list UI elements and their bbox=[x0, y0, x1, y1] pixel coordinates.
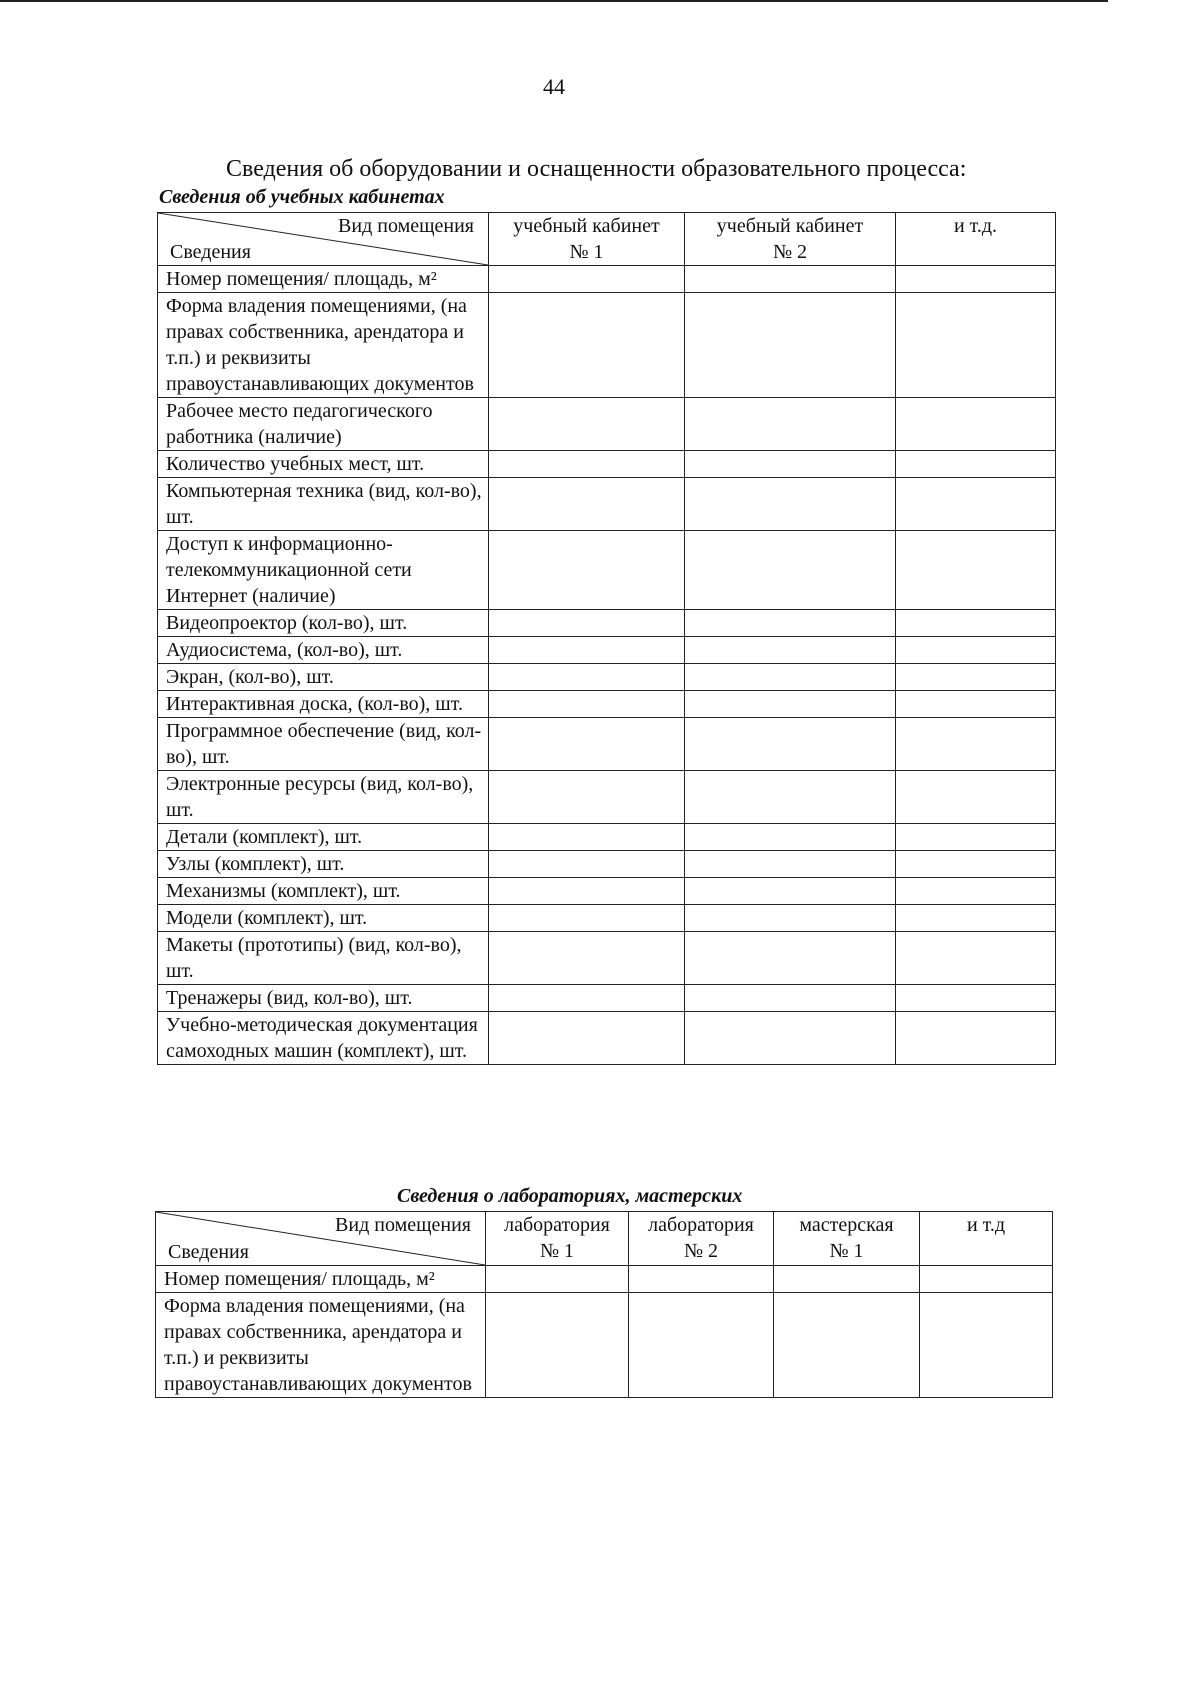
table-row bbox=[158, 932, 1056, 985]
value-cell[interactable] bbox=[685, 266, 896, 293]
corner-header-info: Сведения bbox=[168, 1241, 249, 1263]
row-label: Детали (комплект), шт. bbox=[158, 824, 489, 851]
value-cell[interactable] bbox=[489, 771, 685, 824]
value-cell[interactable] bbox=[489, 451, 685, 478]
row-label: Доступ к информационно-телекоммуникационной сети Интернет (наличие) bbox=[158, 531, 489, 610]
value-cell[interactable] bbox=[685, 691, 896, 718]
corner-header-info: Сведения bbox=[170, 241, 251, 263]
column-header-title: мастерская bbox=[799, 1214, 894, 1236]
column-header bbox=[685, 213, 896, 266]
value-cell[interactable] bbox=[896, 664, 1056, 691]
table-header-row bbox=[158, 213, 1056, 266]
column-header-number: № 1 bbox=[539, 1240, 575, 1262]
value-cell[interactable] bbox=[685, 478, 896, 531]
value-cell[interactable] bbox=[685, 824, 896, 851]
value-cell[interactable] bbox=[685, 610, 896, 637]
row-label: Экран, (кол-во), шт. bbox=[158, 664, 489, 691]
value-cell[interactable] bbox=[489, 718, 685, 771]
table-row bbox=[158, 905, 1056, 932]
row-label: Учебно-методическая документация самоходных машин (комплект), шт. bbox=[158, 1012, 489, 1065]
row-label: Видеопроектор (кол-во), шт. bbox=[158, 610, 489, 637]
row-label: Интерактивная доска, (кол-во), шт. bbox=[158, 691, 489, 718]
value-cell[interactable] bbox=[685, 398, 896, 451]
row-label: Аудиосистема, (кол-во), шт. bbox=[158, 637, 489, 664]
value-cell[interactable] bbox=[489, 531, 685, 610]
value-cell[interactable] bbox=[896, 851, 1056, 878]
table-row bbox=[158, 878, 1056, 905]
table-row bbox=[156, 1293, 1053, 1398]
value-cell[interactable] bbox=[896, 1012, 1056, 1065]
value-cell[interactable] bbox=[685, 531, 896, 610]
scan-top-border bbox=[0, 0, 1108, 2]
value-cell[interactable] bbox=[685, 664, 896, 691]
column-header-title: лаборатория bbox=[504, 1214, 610, 1236]
value-cell[interactable] bbox=[489, 478, 685, 531]
column-header-number: № 2 bbox=[683, 1240, 719, 1262]
value-cell[interactable] bbox=[774, 1293, 920, 1398]
value-cell[interactable] bbox=[896, 985, 1056, 1012]
corner-header-room-type: Вид помещения bbox=[335, 1214, 471, 1236]
table-row bbox=[158, 718, 1056, 771]
table-row bbox=[158, 637, 1056, 664]
value-cell[interactable] bbox=[896, 878, 1056, 905]
value-cell[interactable] bbox=[774, 1266, 920, 1293]
value-cell[interactable] bbox=[489, 398, 685, 451]
value-cell[interactable] bbox=[685, 1012, 896, 1065]
table-row bbox=[158, 531, 1056, 610]
column-header bbox=[486, 1212, 629, 1266]
table-row bbox=[158, 771, 1056, 824]
value-cell[interactable] bbox=[685, 771, 896, 824]
value-cell[interactable] bbox=[685, 851, 896, 878]
table-row bbox=[158, 266, 1056, 293]
value-cell[interactable] bbox=[489, 664, 685, 691]
value-cell[interactable] bbox=[920, 1266, 1053, 1293]
value-cell[interactable] bbox=[685, 451, 896, 478]
value-cell[interactable] bbox=[489, 878, 685, 905]
column-header bbox=[629, 1212, 774, 1266]
table-row bbox=[158, 451, 1056, 478]
column-header bbox=[774, 1212, 920, 1266]
column-header-title: учебный кабинет bbox=[716, 215, 864, 237]
row-label: Электронные ресурсы (вид, кол-во), шт. bbox=[158, 771, 489, 824]
column-header-title: учебный кабинет bbox=[513, 215, 660, 237]
value-cell[interactable] bbox=[685, 985, 896, 1012]
row-label: Программное обеспечение (вид, кол-во), шт. bbox=[158, 718, 489, 771]
value-cell[interactable] bbox=[489, 293, 685, 398]
value-cell[interactable] bbox=[896, 691, 1056, 718]
value-cell[interactable] bbox=[489, 691, 685, 718]
row-label: Узлы (комплект), шт. bbox=[158, 851, 489, 878]
table-row bbox=[158, 664, 1056, 691]
value-cell[interactable] bbox=[489, 610, 685, 637]
table-row bbox=[158, 851, 1056, 878]
value-cell[interactable] bbox=[896, 824, 1056, 851]
value-cell[interactable] bbox=[489, 851, 685, 878]
value-cell[interactable] bbox=[629, 1266, 774, 1293]
table-row bbox=[158, 398, 1056, 451]
column-header bbox=[896, 213, 1056, 266]
row-label: Рабочее место педагогического работника (наличие) bbox=[158, 398, 489, 451]
section-caption-labs: Сведения о лабораториях, мастерских bbox=[397, 1185, 743, 1207]
table-header-row bbox=[156, 1212, 1053, 1266]
section-caption-classrooms: Сведения об учебных кабинетах bbox=[159, 186, 445, 208]
value-cell[interactable] bbox=[685, 878, 896, 905]
row-label: Компьютерная техника (вид, кол-во), шт. bbox=[158, 478, 489, 531]
column-header-title: лаборатория bbox=[648, 1214, 754, 1236]
column-header-title: и т.д bbox=[966, 1214, 1006, 1236]
row-label: Модели (комплект), шт. bbox=[158, 905, 489, 932]
value-cell[interactable] bbox=[896, 637, 1056, 664]
value-cell[interactable] bbox=[685, 905, 896, 932]
table-row bbox=[158, 985, 1056, 1012]
value-cell[interactable] bbox=[896, 771, 1056, 824]
row-label: Макеты (прототипы) (вид, кол-во), шт. bbox=[158, 932, 489, 985]
row-label: Номер помещения/ площадь, м² bbox=[156, 1266, 486, 1293]
table-row bbox=[158, 1012, 1056, 1065]
row-label: Форма владения помещениями, (на правах собственника, арендатора и т.п.) и реквизиты правоустанавливающих документов bbox=[158, 293, 489, 398]
value-cell[interactable] bbox=[896, 478, 1056, 531]
table-row bbox=[158, 691, 1056, 718]
column-header-title: и т.д. bbox=[953, 215, 998, 237]
value-cell[interactable] bbox=[920, 1293, 1053, 1398]
page-number: 44 bbox=[543, 74, 565, 99]
value-cell[interactable] bbox=[896, 293, 1056, 398]
corner-header-room-type: Вид помещения bbox=[338, 215, 474, 237]
value-cell[interactable] bbox=[489, 1012, 685, 1065]
column-header bbox=[489, 213, 685, 266]
value-cell[interactable] bbox=[489, 266, 685, 293]
column-header bbox=[920, 1212, 1053, 1266]
value-cell[interactable] bbox=[486, 1266, 629, 1293]
value-cell[interactable] bbox=[685, 932, 896, 985]
value-cell[interactable] bbox=[685, 718, 896, 771]
column-header-number: № 1 bbox=[829, 1240, 864, 1262]
table-row bbox=[158, 610, 1056, 637]
document-title: Сведения об оборудовании и оснащенности образовательного процесса: bbox=[226, 156, 967, 182]
value-cell[interactable] bbox=[896, 905, 1056, 932]
table-row bbox=[158, 293, 1056, 398]
column-header-number: № 2 bbox=[772, 241, 808, 263]
row-label: Тренажеры (вид, кол-во), шт. bbox=[158, 985, 489, 1012]
corner-header-cell bbox=[158, 213, 489, 266]
value-cell[interactable] bbox=[896, 610, 1056, 637]
value-cell[interactable] bbox=[896, 531, 1056, 610]
labs-table bbox=[155, 1211, 1053, 1398]
table-row bbox=[158, 478, 1056, 531]
value-cell[interactable] bbox=[685, 637, 896, 664]
row-label: Количество учебных мест, шт. bbox=[158, 451, 489, 478]
column-header-number: № 1 bbox=[569, 241, 604, 263]
value-cell[interactable] bbox=[489, 932, 685, 985]
row-label: Номер помещения/ площадь, м² bbox=[158, 266, 489, 293]
value-cell[interactable] bbox=[489, 905, 685, 932]
value-cell[interactable] bbox=[896, 451, 1056, 478]
value-cell[interactable] bbox=[486, 1293, 629, 1398]
value-cell[interactable] bbox=[629, 1293, 774, 1398]
value-cell[interactable] bbox=[896, 266, 1056, 293]
table-row bbox=[158, 824, 1056, 851]
value-cell[interactable] bbox=[489, 637, 685, 664]
value-cell[interactable] bbox=[685, 293, 896, 398]
row-label: Механизмы (комплект), шт. bbox=[158, 878, 489, 905]
corner-header-cell bbox=[156, 1212, 486, 1266]
row-label: Форма владения помещениями, (на правах собственника, арендатора и т.п.) и реквизиты правоустанавливающих документов bbox=[156, 1293, 486, 1398]
value-cell[interactable] bbox=[489, 985, 685, 1012]
value-cell[interactable] bbox=[489, 824, 685, 851]
value-cell[interactable] bbox=[896, 718, 1056, 771]
classrooms-table bbox=[157, 212, 1056, 1065]
value-cell[interactable] bbox=[896, 398, 1056, 451]
table-row bbox=[156, 1266, 1053, 1293]
value-cell[interactable] bbox=[896, 932, 1056, 985]
